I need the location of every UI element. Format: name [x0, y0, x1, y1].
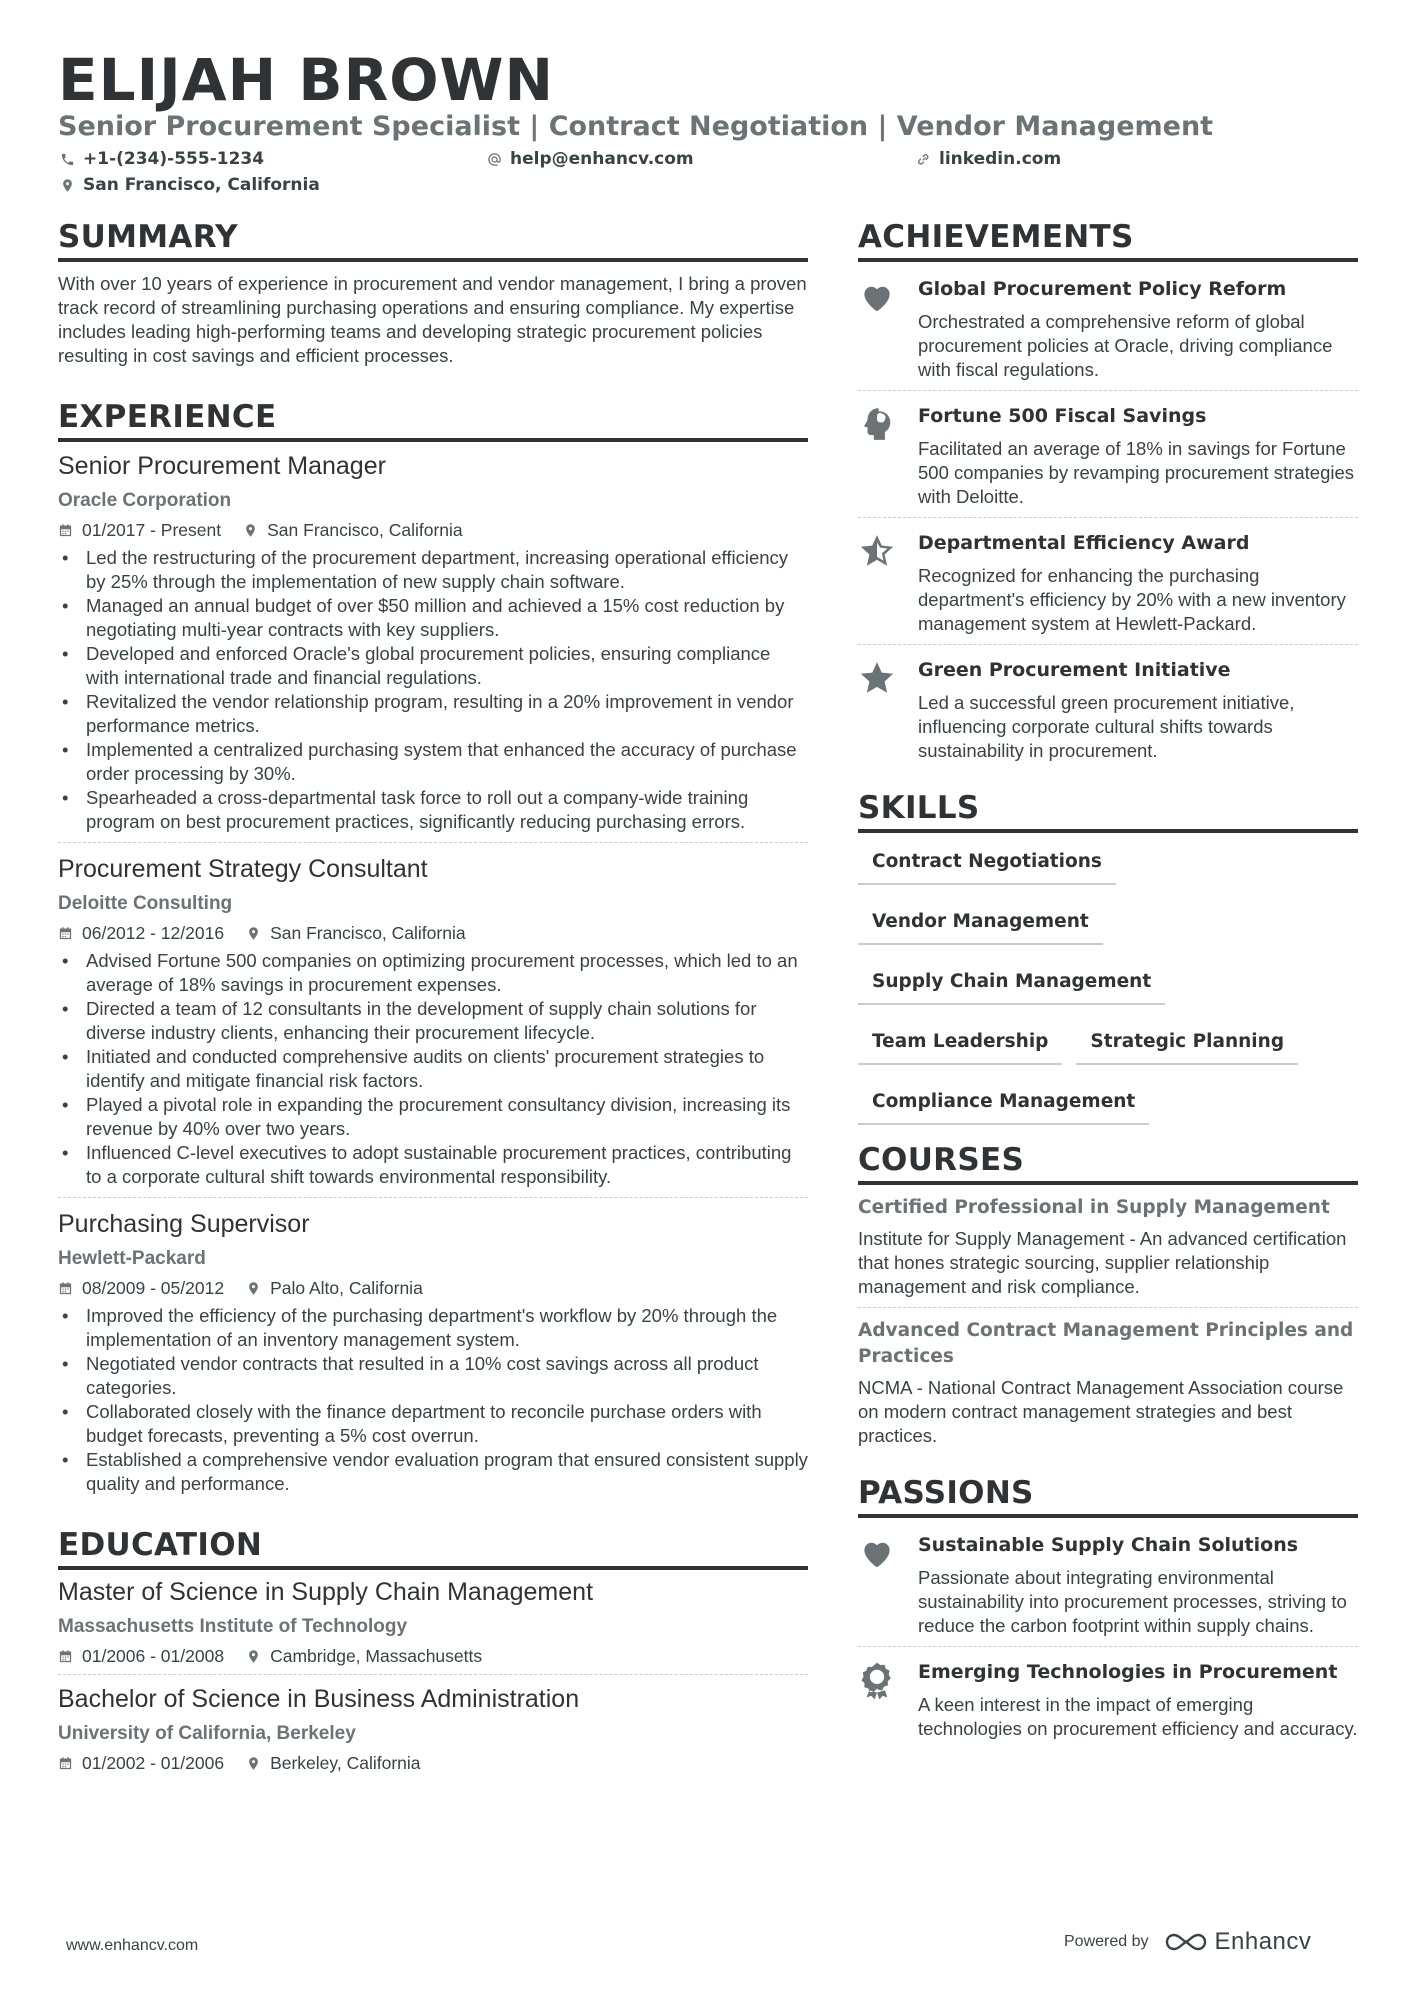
location-pin-icon: [246, 926, 261, 941]
skills-title: SKILLS: [858, 789, 1358, 833]
passion-desc: A keen interest in the impact of emerging technologies on procurement efficiency and accuracy.: [918, 1694, 1358, 1739]
courses-title: COURSES: [858, 1141, 1358, 1185]
skill-tag: Vendor Management: [858, 901, 1103, 945]
left-column: [58, 218, 808, 1781]
at-icon: [487, 152, 502, 167]
bullet-item: • Implemented a centralized purchasing system that enhanced the accuracy of purchase order processing by 30%.: [58, 738, 808, 786]
education-entry: [58, 1674, 808, 1781]
footer-branding[interactable]: [1064, 1928, 1311, 1956]
bullet-item: • Played a pivotal role in expanding the procurement consultancy division, increasing its revenue by 40% over two years.: [58, 1093, 808, 1141]
bullet-item: • Managed an annual budget of over $50 million and achieved a 15% cost reduction by negotiating multi-year contracts with key suppliers.: [58, 594, 808, 642]
job-title: Procurement Strategy Consultant: [58, 855, 428, 883]
award-icon: [858, 1661, 896, 1699]
bullet-item: • Improved the efficiency of the purchasing department's workflow by 20% through the implementation of an inventory management system.: [58, 1304, 808, 1352]
location-pin-icon: [246, 1756, 261, 1771]
achievement-item: [858, 517, 1358, 644]
location-text: San Francisco, California: [83, 175, 320, 195]
powered-by-label: Powered by: [1064, 1933, 1149, 1950]
job-entry: [58, 1197, 808, 1504]
achievement-title: Green Procurement Initiative: [918, 659, 1231, 681]
job-title: Purchasing Supervisor: [58, 1210, 310, 1238]
course-desc: NCMA - National Contract Management Association course on modern contract management strategies and best practices.: [858, 1377, 1344, 1446]
education-section: [58, 1526, 808, 1781]
education-location: Berkeley, California: [270, 1753, 421, 1773]
company-name: Hewlett-Packard: [58, 1248, 206, 1269]
experience-section: [58, 398, 808, 1504]
heart-icon: [858, 278, 896, 316]
experience-title: EXPERIENCE: [58, 398, 808, 442]
bullet-item: • Collaborated closely with the finance department to reconcile purchase orders with budget forecasts, preventing a 5% cost overrun.: [58, 1400, 808, 1448]
skills-section: [858, 789, 1358, 1141]
achievement-desc: Recognized for enhancing the purchasing department's efficiency by 20% with a new inventory management system at Hewlett-Packard.: [918, 565, 1346, 634]
achievement-title: Fortune 500 Fiscal Savings: [918, 405, 1207, 427]
course-item: [858, 1307, 1358, 1456]
calendar-icon: [58, 1649, 73, 1664]
calendar-icon: [58, 926, 73, 941]
achievement-item: [858, 390, 1358, 517]
skill-tag: Team Leadership: [858, 1021, 1062, 1065]
education-meta: [58, 1644, 808, 1668]
degree-title: Master of Science in Supply Chain Management: [58, 1578, 594, 1606]
passion-desc: Passionate about integrating environmental sustainability into procurement processes, striving to reduce the carbon footprint within supply chains.: [918, 1567, 1347, 1636]
job-dates: 01/2017 - Present: [82, 520, 222, 540]
education-entry: [58, 1576, 808, 1674]
job-meta: [58, 1276, 808, 1300]
head-icon: [858, 405, 896, 443]
contact-linkedin[interactable]: [916, 148, 1061, 170]
heart-icon: [858, 1534, 896, 1572]
contact-location: [60, 174, 320, 196]
school-name: Massachusetts Institute of Technology: [58, 1616, 408, 1637]
phone-text: +1-(234)-555-1234: [83, 149, 265, 169]
achievement-title: Global Procurement Policy Reform: [918, 278, 1287, 300]
passion-title: Emerging Technologies in Procurement: [918, 1661, 1338, 1683]
summary-section: [58, 218, 808, 368]
svg-text:1: 1: [874, 1673, 880, 1683]
bullet-item: • Negotiated vendor contracts that resulted in a 10% cost savings across all product categories.: [58, 1352, 808, 1400]
achievement-item: [858, 644, 1358, 771]
bullet-item: • Initiated and conducted comprehensive audits on clients' procurement strategies to identify and mitigate financial risk factors.: [58, 1045, 808, 1093]
location-pin-icon: [246, 1649, 261, 1664]
education-title: EDUCATION: [58, 1526, 808, 1570]
school-name: University of California, Berkeley: [58, 1723, 356, 1744]
achievements-section: [858, 218, 1358, 771]
achievement-title: Departmental Efficiency Award: [918, 532, 1250, 554]
location-pin-icon: [246, 1281, 261, 1296]
bullet-item: • Led the restructuring of the procurement department, increasing operational efficiency by 25% through the implementation of new supply chain software.: [58, 546, 808, 594]
courses-section: [858, 1141, 1358, 1456]
job-title: Senior Procurement Manager: [58, 452, 386, 480]
education-dates: 01/2002 - 01/2006: [82, 1753, 225, 1773]
bullet-item: • Advised Fortune 500 companies on optimizing procurement processes, which led to an average of 18% savings in procurement expenses.: [58, 949, 808, 997]
achievement-desc: Orchestrated a comprehensive reform of global procurement policies at Oracle, driving compliance with fiscal regulations.: [918, 311, 1333, 380]
location-pin-icon: [243, 523, 258, 538]
right-column: [858, 218, 1358, 1749]
passions-title: PASSIONS: [858, 1474, 1358, 1518]
company-name: Oracle Corporation: [58, 490, 232, 511]
linkedin-text: linkedin.com: [939, 149, 1062, 169]
job-location: San Francisco, California: [267, 520, 463, 540]
course-desc: Institute for Supply Management - An advanced certification that hones strategic sourcing, supplier relationship management and risk compliance.: [858, 1228, 1347, 1297]
passion-item: [858, 1520, 1358, 1646]
contact-phone[interactable]: [60, 148, 264, 170]
summary-text: With over 10 years of experience in procurement and vendor management, I bring a proven track record of streamlining purchasing operations and ensuring compliance. My expertise includes leading high-performing teams and developing strategic procurement policies resulting in cost savings and efficient processes.: [58, 273, 807, 366]
skills-list: [858, 841, 1358, 1141]
job-entry: [58, 450, 808, 842]
course-item: [858, 1185, 1358, 1307]
achievement-item: [858, 264, 1358, 390]
course-title: Certified Professional in Supply Management: [858, 1197, 1330, 1218]
calendar-icon: [58, 1756, 73, 1771]
education-meta: [58, 1751, 808, 1775]
education-dates: 01/2006 - 01/2008: [82, 1646, 225, 1666]
brand-logo: [1163, 1928, 1312, 1956]
summary-title: SUMMARY: [58, 218, 808, 262]
company-name: Deloitte Consulting: [58, 893, 233, 914]
skill-tag: Compliance Management: [858, 1081, 1149, 1125]
bullet-item: • Directed a team of 12 consultants in the development of supply chain solutions for diverse industry clients, enhancing their procurement lifecycle.: [58, 997, 808, 1045]
job-meta: [58, 921, 808, 945]
location-pin-icon: [60, 178, 75, 193]
passion-title: Sustainable Supply Chain Solutions: [918, 1534, 1299, 1556]
brand-name: Enhancv: [1214, 1928, 1312, 1955]
star-half-icon: [858, 532, 896, 570]
enhancv-logo-icon: [1163, 1930, 1209, 1954]
job-meta: [58, 518, 808, 542]
link-icon: [916, 152, 931, 167]
contact-email[interactable]: [487, 148, 694, 170]
passion-item: [858, 1646, 1358, 1749]
calendar-icon: [58, 1281, 73, 1296]
achievement-desc: Led a successful green procurement initiative, influencing corporate cultural shifts towards sustainability in procurement.: [918, 692, 1295, 761]
job-bullets: [58, 1304, 808, 1496]
job-dates: 08/2009 - 05/2012: [82, 1278, 225, 1298]
education-location: Cambridge, Massachusetts: [270, 1646, 483, 1666]
job-location: Palo Alto, California: [270, 1278, 423, 1298]
skill-tag: Supply Chain Management: [858, 961, 1165, 1005]
job-bullets: [58, 949, 808, 1189]
job-location: San Francisco, California: [270, 923, 466, 943]
job-bullets: [58, 546, 808, 834]
achievements-title: ACHIEVEMENTS: [858, 218, 1358, 262]
bullet-item: • Developed and enforced Oracle's global procurement policies, ensuring compliance with international trade and financial regulations.: [58, 642, 808, 690]
headline: Senior Procurement Specialist | Contract Negotiation | Vendor Management: [58, 111, 1214, 142]
phone-icon: [60, 152, 75, 167]
candidate-name: ELIJAH BROWN: [58, 46, 555, 114]
job-entry: [58, 842, 808, 1197]
degree-title: Bachelor of Science in Business Administration: [58, 1685, 580, 1713]
footer-website[interactable]: www.enhancv.com: [66, 1937, 199, 1954]
skill-tag: Strategic Planning: [1076, 1021, 1298, 1065]
bullet-item: • Revitalized the vendor relationship program, resulting in a 20% improvement in vendor performance metrics.: [58, 690, 808, 738]
job-dates: 06/2012 - 12/2016: [82, 923, 225, 943]
star-icon: [858, 659, 896, 697]
skill-tag: Contract Negotiations: [858, 841, 1116, 885]
email-text: help@enhancv.com: [510, 149, 694, 169]
bullet-item: • Spearheaded a cross-departmental task force to roll out a company-wide training program on best procurement practices, significantly reducing purchasing errors.: [58, 786, 808, 834]
bullet-item: • Influenced C-level executives to adopt sustainable procurement practices, contributing to a corporate cultural shift towards environmental responsibility.: [58, 1141, 808, 1189]
course-title: Advanced Contract Management Principles and Practices: [858, 1320, 1354, 1367]
achievement-desc: Facilitated an average of 18% in savings for Fortune 500 companies by revamping procurement strategies with Deloitte.: [918, 438, 1355, 507]
bullet-item: • Established a comprehensive vendor evaluation program that ensured consistent supply quality and performance.: [58, 1448, 808, 1496]
calendar-icon: [58, 523, 73, 538]
passions-section: [858, 1474, 1358, 1749]
